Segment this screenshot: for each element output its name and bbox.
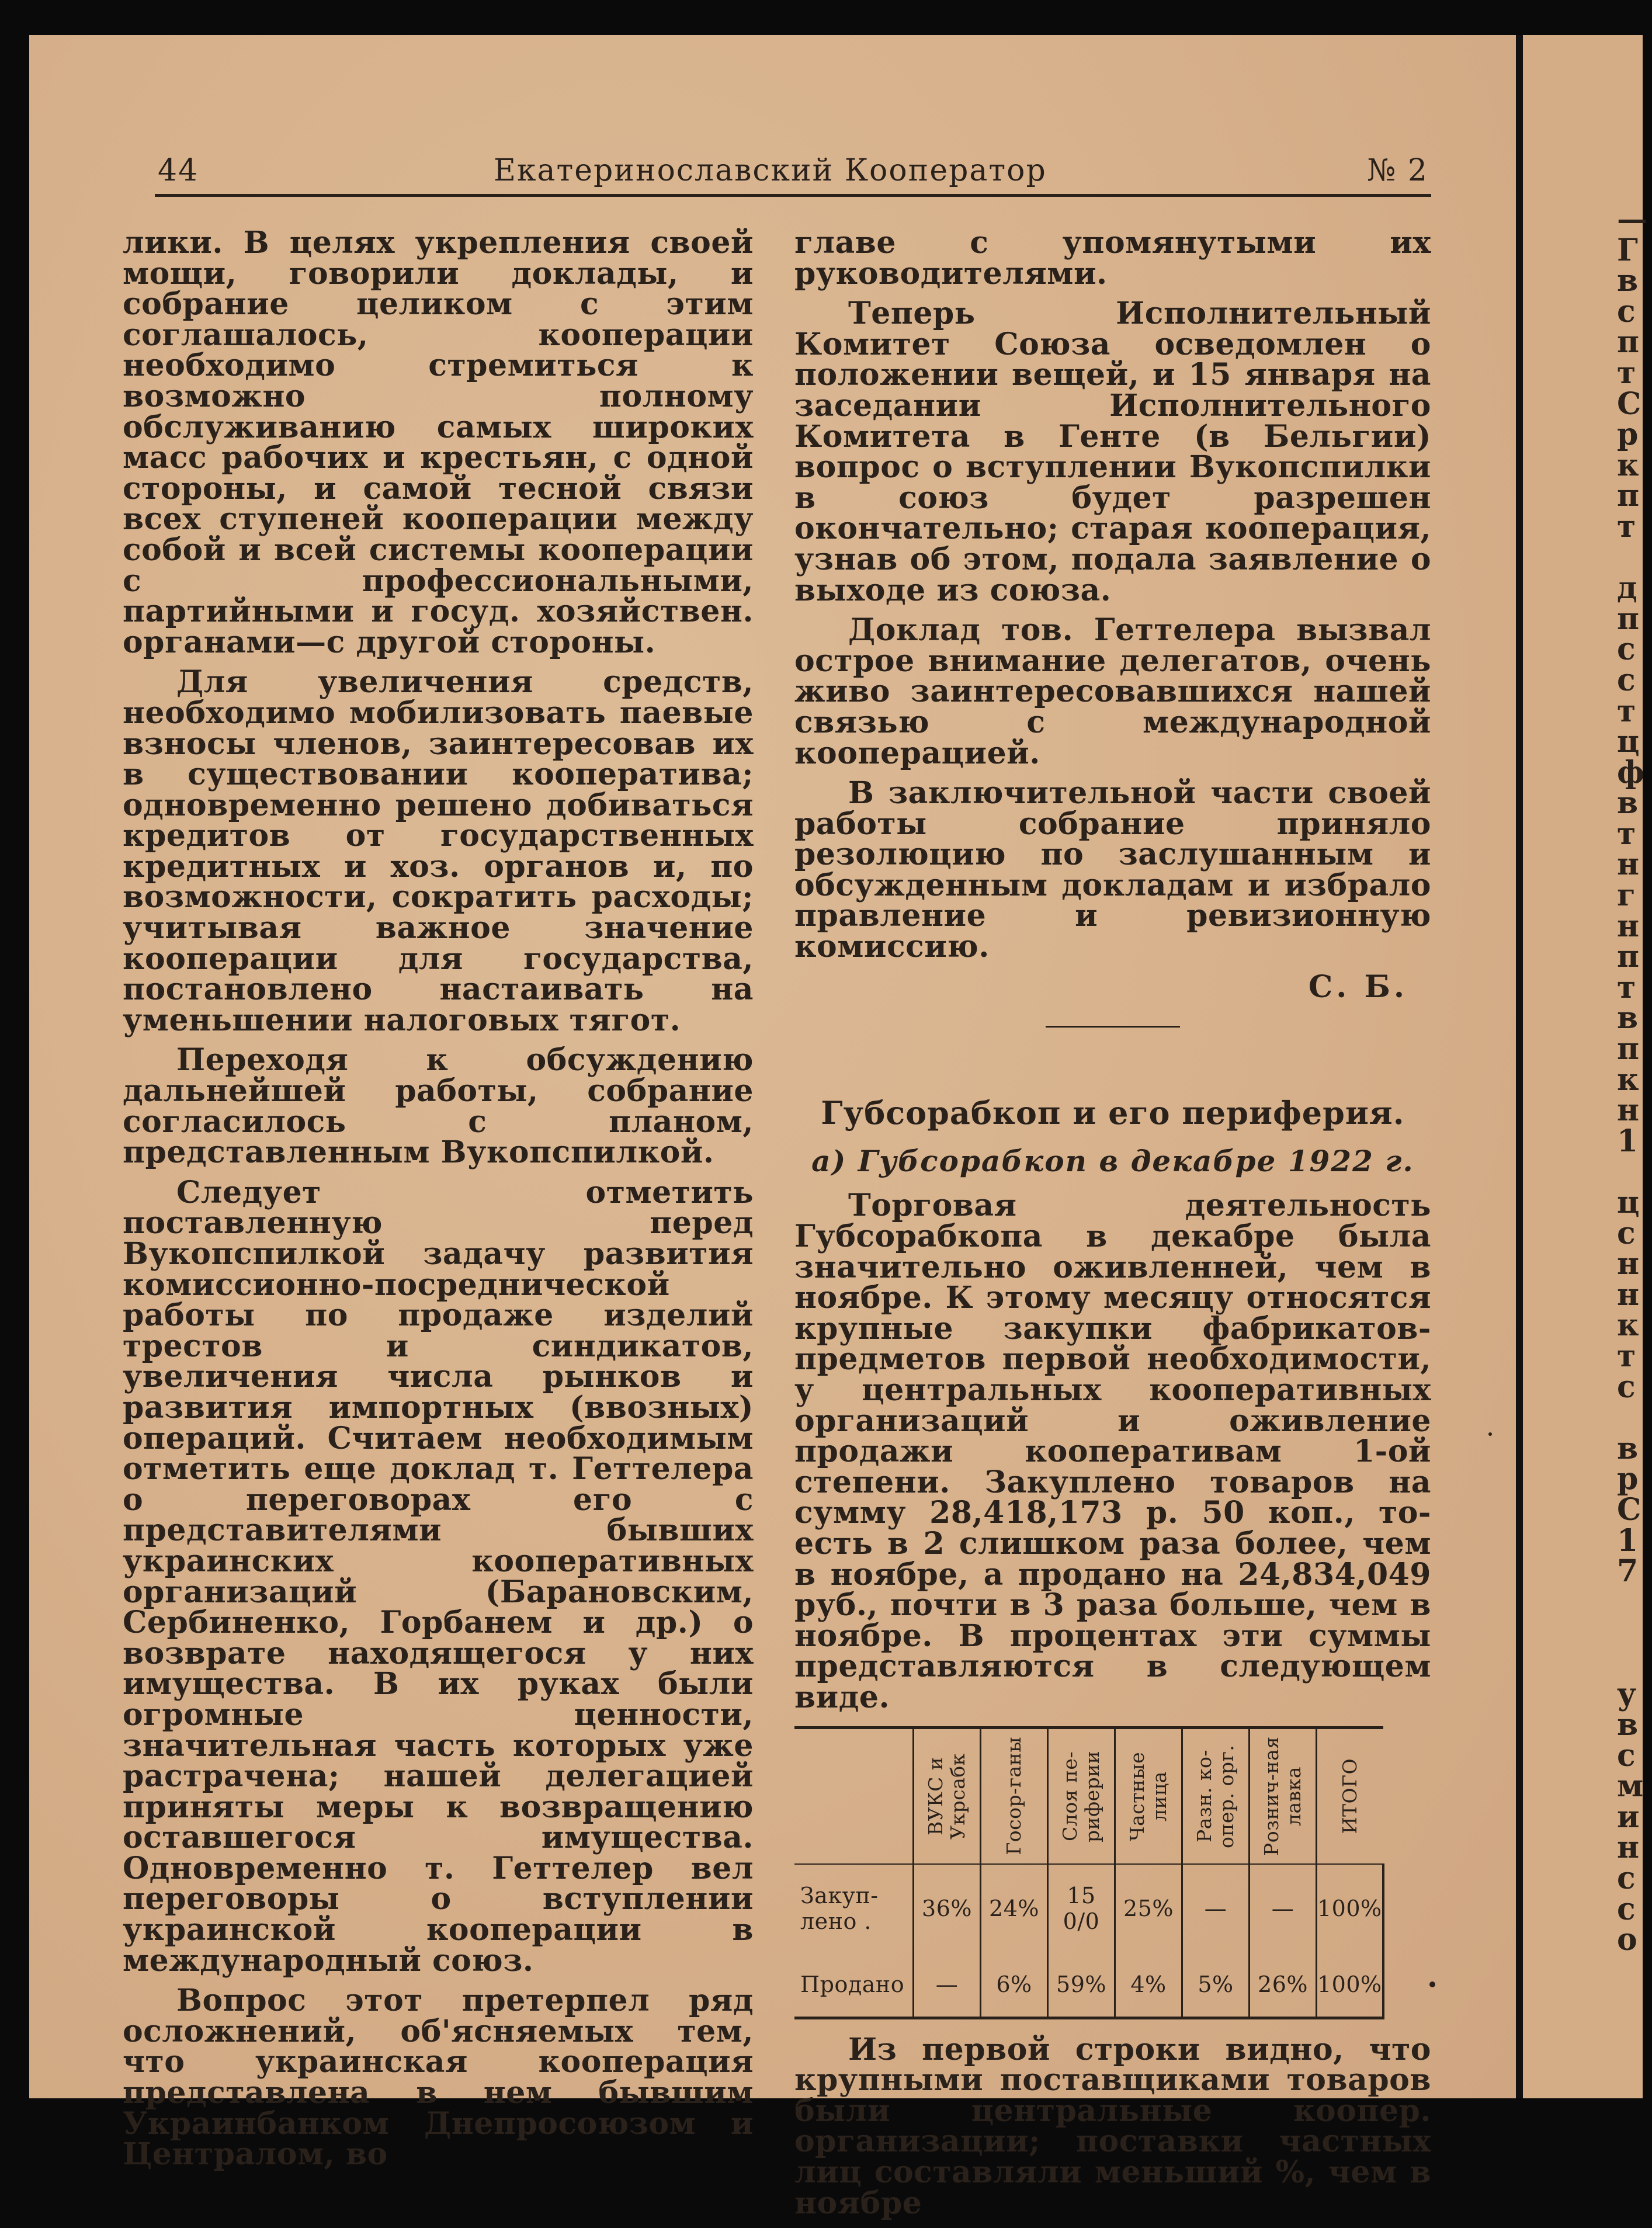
section-divider	[1046, 1026, 1180, 1028]
table-column-header: Разн. ко-опер. орг.	[1182, 1727, 1250, 1864]
adjacent-page-fragment: н	[1617, 1276, 1640, 1313]
adjacent-page-fragment: д	[1617, 570, 1637, 606]
adjacent-page-fragment: 7	[1617, 1553, 1639, 1590]
table-cell: 100%	[1317, 1952, 1383, 2018]
paragraph: главе с упомянутыми их руководителями.	[794, 225, 1431, 291]
adjacent-page-fragment: Г	[1617, 232, 1638, 268]
adjacent-page-fragment: с	[1617, 293, 1636, 329]
table-cell: —	[1182, 1864, 1250, 1952]
subsection-title: а) Губсорабкоп в декабре 1922 г.	[811, 1143, 1414, 1178]
running-header	[158, 153, 1428, 194]
paragraph: Следует отметить поставленную перед Вукопспилкой задачу развития комиссионно-посреднической работы по продаже изделий трестов и синдикатов, увеличения числа рынков и развития импортных (ввозных) операций. Считаем необходимым отметить еще доклад т. Геттелера о переговорах его с представителями бывших украинских кооперативных организаций (Барановским, Сербиненко, Горбанем и др.) о возврате находящегося у них имущества. В их руках были огромные ценности, значительная часть которых уже растрачена; нашей делегацией приняты меры к возвращению оставшегося имущества. Одновременно т. Геттелер вел переговоры о вступлении украинской кооперации в международный союз.	[123, 1174, 754, 1979]
adjacent-page-fragment: г	[1617, 877, 1636, 914]
table-row-label: Продано	[800, 1971, 905, 1997]
adjacent-page-fragment: п	[1617, 939, 1640, 975]
table-cell: 5%	[1182, 1952, 1250, 2018]
paragraph: Для увеличения средств, необходимо мобилизовать паевые взносы членов, заинтересовав их в существовании кооператива; одновременно решено добиваться кредитов от государственных кредитных и хоз. органов и, по возможности, сократить расходы; учитывая важное значение кооперации для государства, постановлено настаивать на уменьшении налоговых тягот.	[123, 664, 754, 1038]
adjacent-page-fragment	[1617, 1587, 1652, 1618]
table-cell: 24%	[981, 1864, 1048, 1952]
adjacent-page-fragment: о	[1617, 1922, 1637, 1958]
adjacent-page-fragment: в	[1617, 1000, 1639, 1036]
paragraph: Торговая деятельность Губсорабкопа в декабре была значительно оживленней, чем в ноябре. К этому месяцу относятся крупные закупки фабрикатов-предметов первой необходимости, у центральных кооперативных организаций и оживление продажи кооперативам 1-ой степени. Закуплено товаров на сумму 28,418,173 р. 50 коп., то-есть в 2 слишком раза более, чем в ноябре, а продано на 24,834,049 руб., почти в 3 раза больше, чем в ноябре. В процентах эти суммы представляются в следующем виде.	[794, 1188, 1431, 1715]
table-column-header: Частные лица	[1115, 1727, 1182, 1864]
table-cell: 4%	[1115, 1952, 1182, 2018]
adjacent-page-fragment: с	[1617, 631, 1636, 668]
adjacent-page-fragment	[1617, 1157, 1652, 1188]
adjacent-page-fragment: —	[1617, 202, 1647, 237]
adjacent-page-fragment: к	[1617, 1307, 1639, 1344]
adjacent-page-fragment	[1617, 1618, 1652, 1649]
issue-number: № 2	[1367, 153, 1428, 188]
adjacent-page-fragment: т	[1617, 1338, 1636, 1374]
adjacent-page-fragment: р	[1617, 1461, 1639, 1497]
adjacent-page-fragment: у	[1617, 1676, 1637, 1712]
table-column-header: ВУКС и Укрсабк	[914, 1727, 981, 1864]
author-signature: С. Б.	[1308, 969, 1408, 1005]
ink-speck	[1429, 1981, 1435, 1987]
adjacent-page-fragment: р	[1617, 417, 1639, 453]
adjacent-page-fragment: к	[1617, 447, 1639, 483]
table-column-header: Госор-ганы	[981, 1727, 1048, 1864]
adjacent-page-fragment: с	[1617, 662, 1636, 698]
adjacent-page-fragment: в	[1617, 785, 1639, 821]
adjacent-page-fragment: п	[1617, 601, 1640, 637]
adjacent-page-fragment: п	[1617, 1031, 1640, 1067]
right-column	[794, 225, 1431, 2228]
adjacent-page-fragment	[1617, 1403, 1652, 1434]
adjacent-page-fragment	[1617, 543, 1652, 574]
adjacent-page-fragment: С	[1617, 386, 1641, 422]
table-cell: —	[914, 1952, 981, 2018]
adjacent-page-text	[1617, 204, 1652, 1956]
paragraph: В заключительной части своей работы собрание приняло резолюцию по заслушанным и обсужденным докладам и избрало правление и ревизионную комиссию.	[794, 775, 1431, 965]
adjacent-page-fragment	[1617, 1649, 1652, 1679]
ink-speck	[1488, 1432, 1492, 1436]
adjacent-page-fragment: т	[1617, 969, 1636, 1005]
adjacent-page-fragment: н	[1617, 846, 1640, 883]
section-title: Губсорабкоп и его периферия.	[821, 1094, 1405, 1132]
header-rule	[155, 194, 1431, 197]
table-header-row	[794, 1727, 1383, 1864]
adjacent-page-fragment: с	[1617, 1369, 1636, 1405]
adjacent-page-fragment: ф	[1617, 754, 1644, 790]
table-cell: 100%	[1317, 1864, 1383, 1952]
adjacent-page-fragment: к	[1617, 1061, 1639, 1098]
table-corner-cell	[794, 1727, 914, 1864]
adjacent-page-fragment: с	[1617, 1737, 1636, 1774]
paragraph: Вопрос этот претерпел ряд осложнений, об'ясняемых тем, что украинская кооперация представлена в нем бывшим Украинбанком Днепросоюзом и Централом, во	[123, 1983, 754, 2173]
adjacent-page-fragment: н	[1617, 1830, 1640, 1866]
adjacent-page-fragment: с	[1617, 1215, 1636, 1251]
paragraph: Из первой строки видно, что крупными поставщиками товаров были центральные коопер. организации; поставки частных лиц составляли меньший %, чем в ноябре	[794, 2031, 1431, 2221]
table-cell: —	[1250, 1864, 1317, 1952]
adjacent-page-fragment: т	[1617, 693, 1636, 729]
adjacent-page-fragment: п	[1617, 478, 1640, 514]
adjacent-page-fragment: ц	[1617, 1185, 1640, 1220]
adjacent-page-fragment: С	[1617, 1491, 1641, 1528]
page-number: 44	[158, 153, 199, 188]
adjacent-page-fragment: т	[1617, 815, 1636, 852]
adjacent-page-fragment: н	[1617, 1246, 1640, 1282]
table-cell: 6%	[981, 1952, 1048, 2018]
table-cell: 15 0/0	[1048, 1864, 1115, 1952]
adjacent-page-fragment: с	[1617, 1861, 1636, 1897]
table-cell: 59%	[1048, 1952, 1115, 2018]
paragraph: Теперь Исполнительный Комитет Союза осведомлен о положении вещей, и 15 января на заседании Исполнительного Комитета в Генте (в Бельгии) вопрос о вступлении Вукопспилки в союз будет разрешен окончательно; старая кооперация, узнав об этом, подала заявление о выходе из союза.	[794, 296, 1431, 608]
adjacent-page-fragment: т	[1617, 508, 1636, 544]
table-cell: 25%	[1115, 1864, 1182, 1952]
book-spine	[1516, 35, 1523, 2098]
journal-title: Екатеринославский Кооператор	[494, 153, 1047, 188]
adjacent-page-fragment: 1	[1617, 1123, 1639, 1159]
adjacent-page-fragment: ц	[1617, 724, 1640, 760]
table-column-header: Рознич-ная лавка	[1250, 1727, 1317, 1864]
table-cell: 26%	[1250, 1952, 1317, 2018]
table-column-header: ИТОГО	[1317, 1727, 1383, 1864]
adjacent-page-fragment: в	[1617, 1707, 1639, 1743]
adjacent-page-fragment: м	[1617, 1768, 1644, 1804]
adjacent-page-fragment: 1	[1617, 1522, 1639, 1559]
adjacent-page-fragment: т	[1617, 355, 1636, 391]
adjacent-page-fragment: п	[1617, 324, 1640, 360]
percentage-table	[794, 1726, 1384, 2019]
adjacent-page-fragment: н	[1617, 1092, 1640, 1129]
paragraph: Переходя к обсуждению дальнейшей работы, собрание согласилось с планом, представленным Вукопспилкой.	[123, 1042, 754, 1171]
table-cell: 36%	[914, 1864, 981, 1952]
adjacent-page-fragment: и	[1617, 1799, 1640, 1835]
adjacent-page-fragment: с	[1617, 1891, 1636, 1927]
table-row	[794, 1952, 1383, 2018]
table-row-label: Закуп-лено .	[794, 1864, 914, 1952]
table-row	[794, 1864, 1383, 1952]
paragraph: Доклад тов. Геттелера вызвал острое внимание делегатов, очень живо заинтересовавшихся нашей связью с международной кооперацией.	[794, 612, 1431, 771]
adjacent-page-fragment: в	[1617, 263, 1639, 299]
table-column-header: Слоя пе-риферии	[1048, 1727, 1115, 1864]
adjacent-page-fragment: н	[1617, 908, 1640, 944]
left-column	[123, 225, 754, 2180]
paragraph: лики. В целях укрепления своей мощи, говорили доклады, и собрание целиком с этим соглашалось, кооперации необходимо стремиться к возможно полному обслуживанию самых широких масс рабочих и крестьян, с одной стороны, и самой тесной связи всех ступеней кооперации между собой и всей системы кооперации с профессиональными, партийными и госуд. хозяйствен. органами—с другой стороны.	[123, 225, 754, 660]
adjacent-page-fragment: в	[1617, 1430, 1639, 1466]
